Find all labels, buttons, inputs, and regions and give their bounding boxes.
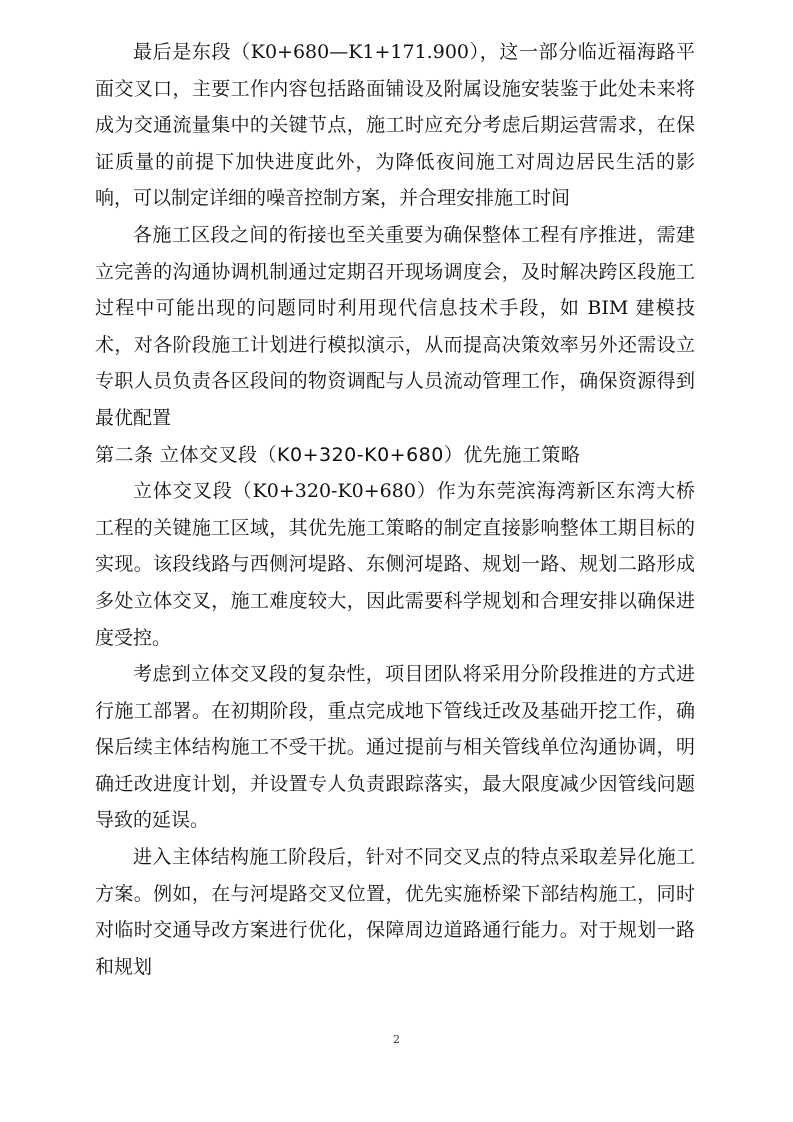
paragraph-phased-approach: 考虑到立体交叉段的复杂性，项目团队将采用分阶段推进的方式进行施工部署。在初期阶段，重点完成地下管线迁改及基础开挖工作，确保后续主体结构施工不受干扰。通过提前与相关管线单位沟通协调，明确迁改进度计划，并设置专人负责跟踪落实，最大限度减少因管线问题导致的延误。 [95, 663, 695, 832]
paragraph-east-section: 最后是东段（K0+680—K1+171.900），这一部分临近福海路平面交叉口，主要工作内容包括路面铺设及附属设施安装鉴于此处未来将成为交通流量集中的关键节点，施工时应充分考虑后期运营需求，在保证质量的前提下加快进度此外，为降低夜间施工对周边居民生活的影响，可以制定详细的噪音控制方案，并合理安排施工时间 [95, 41, 695, 210]
paragraph-coordination: 各施工区段之间的衔接也至关重要为确保整体工程有序推进，需建立完善的沟通协调机制通过定期召开现场调度会，及时解决跨区段施工过程中可能出现的问题同时利用现代信息技术手段，如 BIM 建模技术，对各阶段施工计划进行模拟演示，从而提高决策效率另外还需设立专职人员负责各区段间的物资调配与人员流动管理工作，确保资源得到最优配置 [95, 223, 695, 429]
paragraph-interchange-intro: 立体交叉段（K0+320-K0+680）作为东莞滨海湾新区东湾大桥工程的关键施工区域，其优先施工策略的制定直接影响整体工期目标的实现。该段线路与西侧河堤路、东侧河堤路、规划一路、规划二路形成多处立体交叉，施工难度较大，因此需要科学规划和合理安排以确保进度受控。 [95, 480, 695, 649]
page-number: 2 [393, 1033, 400, 1046]
section-heading: 第二条 立体交叉段（K0+320-K0+680）优先施工策略 [95, 443, 581, 466]
document-page [95, 34, 695, 985]
paragraph-main-structure: 进入主体结构施工阶段后，针对不同交叉点的特点采取差异化施工方案。例如，在与河堤路交叉位置，优先实施桥梁下部结构施工，同时对临时交通导改方案进行优化，保障周边道路通行能力。对于规划一路和规划 [95, 846, 695, 978]
